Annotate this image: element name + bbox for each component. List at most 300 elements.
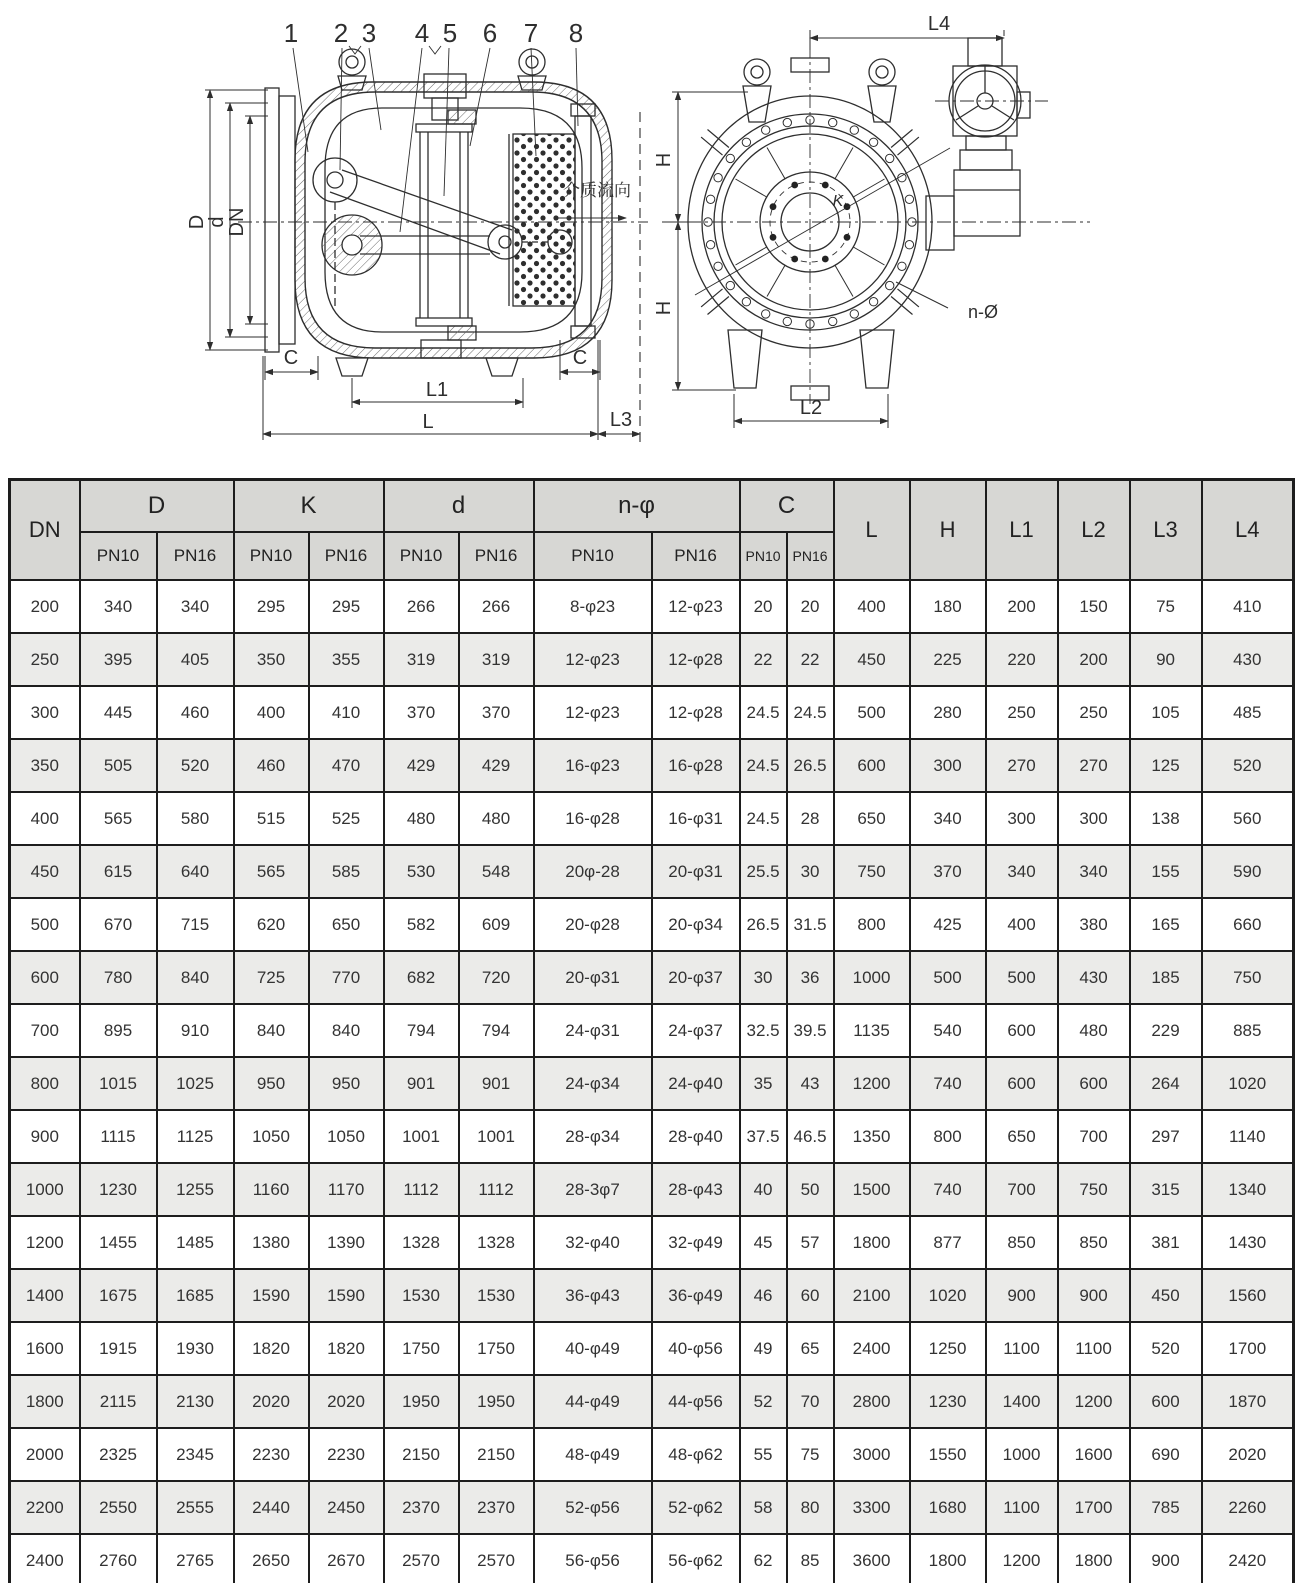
table-cell: 200 <box>986 580 1058 633</box>
table-cell: 405 <box>157 633 234 686</box>
table-cell: 3600 <box>834 1534 910 1583</box>
table-cell: 1400 <box>10 1269 80 1322</box>
table-cell: 200 <box>10 580 80 633</box>
dim-label-n-holes: n-Ø <box>968 302 999 322</box>
table-cell: 1700 <box>1058 1481 1130 1534</box>
table-cell: 950 <box>234 1057 309 1110</box>
table-cell: 395 <box>80 633 157 686</box>
table-cell: 1820 <box>234 1322 309 1375</box>
subheader-d-pn10: PN10 <box>384 532 459 580</box>
table-cell: 877 <box>910 1216 986 1269</box>
table-cell: 1915 <box>80 1322 157 1375</box>
table-cell: 24-φ40 <box>652 1057 740 1110</box>
table-cell: 1430 <box>1202 1216 1294 1269</box>
table-cell: 30 <box>787 845 834 898</box>
table-row <box>10 1428 1294 1481</box>
table-cell: 43 <box>787 1057 834 1110</box>
table-cell: 900 <box>10 1110 80 1163</box>
table-cell: 12-φ23 <box>534 633 652 686</box>
table-cell: 16-φ28 <box>652 739 740 792</box>
table-cell: 600 <box>10 951 80 1004</box>
table-cell: 2370 <box>459 1481 534 1534</box>
table-cell: 1800 <box>834 1216 910 1269</box>
table-cell: 270 <box>986 739 1058 792</box>
table-cell: 1112 <box>459 1163 534 1216</box>
table-cell: 24-φ37 <box>652 1004 740 1057</box>
table-cell: 525 <box>309 792 384 845</box>
table-cell: 300 <box>1058 792 1130 845</box>
dim-label-C-right: C <box>572 347 588 369</box>
table-cell: 1950 <box>384 1375 459 1428</box>
col-header-L: L <box>834 480 910 581</box>
table-cell: 1025 <box>157 1057 234 1110</box>
col-group-n-phi: n-φ <box>534 480 740 533</box>
dim-label-d: d <box>206 216 228 228</box>
table-row <box>10 1322 1294 1375</box>
table-cell: 700 <box>986 1163 1058 1216</box>
subheader-n-phi-pn16: PN16 <box>652 532 740 580</box>
table-cell: 60 <box>787 1269 834 1322</box>
table-cell: 2555 <box>157 1481 234 1534</box>
table-cell: 2200 <box>10 1481 80 1534</box>
table-cell: 480 <box>459 792 534 845</box>
dim-label-C-left: C <box>283 347 299 369</box>
table-cell: 16-φ28 <box>534 792 652 845</box>
table-cell: 26.5 <box>740 898 787 951</box>
col-header-dn: DN <box>10 480 80 581</box>
table-cell: 36-φ43 <box>534 1269 652 1322</box>
col-header-L1: L1 <box>986 480 1058 581</box>
table-cell: 520 <box>1130 1322 1202 1375</box>
table-cell: 615 <box>80 845 157 898</box>
table-cell: 2550 <box>80 1481 157 1534</box>
table-cell: 725 <box>234 951 309 1004</box>
table-cell: 300 <box>986 792 1058 845</box>
table-cell: 46.5 <box>787 1110 834 1163</box>
table-cell: 266 <box>384 580 459 633</box>
table-cell: 1112 <box>384 1163 459 1216</box>
front-view-dim-labels <box>653 13 998 419</box>
table-row <box>10 792 1294 845</box>
table-cell: 70 <box>787 1375 834 1428</box>
table-cell: 400 <box>234 686 309 739</box>
table-cell: 16-φ31 <box>652 792 740 845</box>
table-cell: 425 <box>910 898 986 951</box>
table-cell: 650 <box>834 792 910 845</box>
table-cell: 2650 <box>234 1534 309 1583</box>
table-cell: 50 <box>787 1163 834 1216</box>
table-cell: 2450 <box>309 1481 384 1534</box>
table-cell: 37.5 <box>740 1110 787 1163</box>
table-cell: 270 <box>1058 739 1130 792</box>
table-cell: 2260 <box>1202 1481 1294 1534</box>
table-cell: 32-φ49 <box>652 1216 740 1269</box>
table-cell: 2420 <box>1202 1534 1294 1583</box>
table-cell: 105 <box>1130 686 1202 739</box>
table-cell: 1160 <box>234 1163 309 1216</box>
table-cell: 340 <box>1058 845 1130 898</box>
table-cell: 2570 <box>384 1534 459 1583</box>
table-cell: 340 <box>986 845 1058 898</box>
table-cell: 32-φ40 <box>534 1216 652 1269</box>
table-cell: 740 <box>910 1057 986 1110</box>
table-cell: 785 <box>1130 1481 1202 1534</box>
table-cell: 1200 <box>10 1216 80 1269</box>
table-cell: 1930 <box>157 1322 234 1375</box>
table-cell: 45 <box>740 1216 787 1269</box>
table-cell: 355 <box>309 633 384 686</box>
table-cell: 2400 <box>10 1534 80 1583</box>
table-cell: 1050 <box>309 1110 384 1163</box>
table-cell: 1100 <box>986 1322 1058 1375</box>
table-cell: 319 <box>384 633 459 686</box>
table-row <box>10 1534 1294 1583</box>
subheader-K-pn16: PN16 <box>309 532 384 580</box>
table-cell: 400 <box>986 898 1058 951</box>
table-cell: 350 <box>234 633 309 686</box>
table-cell: 24.5 <box>740 739 787 792</box>
table-cell: 1600 <box>10 1322 80 1375</box>
table-cell: 430 <box>1202 633 1294 686</box>
table-cell: 24.5 <box>787 686 834 739</box>
table-cell: 264 <box>1130 1057 1202 1110</box>
callout-4: 4 <box>414 18 430 48</box>
table-cell: 1800 <box>10 1375 80 1428</box>
table-cell: 1000 <box>986 1428 1058 1481</box>
table-cell: 750 <box>1058 1163 1130 1216</box>
table-cell: 585 <box>309 845 384 898</box>
table-cell: 885 <box>1202 1004 1294 1057</box>
table-cell: 22 <box>787 633 834 686</box>
table-cell: 22 <box>740 633 787 686</box>
table-cell: 900 <box>986 1269 1058 1322</box>
table-cell: 480 <box>384 792 459 845</box>
dimension-table-wrap <box>8 478 1295 1583</box>
table-header <box>10 480 1294 581</box>
table-cell: 430 <box>1058 951 1130 1004</box>
table-cell: 300 <box>10 686 80 739</box>
table-cell: 2115 <box>80 1375 157 1428</box>
table-cell: 12-φ28 <box>652 686 740 739</box>
callout-2: 2 <box>333 18 349 48</box>
table-cell: 460 <box>157 686 234 739</box>
table-cell: 1340 <box>1202 1163 1294 1216</box>
table-cell: 24-φ31 <box>534 1004 652 1057</box>
table-cell: 750 <box>1202 951 1294 1004</box>
table-cell: 75 <box>787 1428 834 1481</box>
col-group-D: D <box>80 480 234 533</box>
table-cell: 910 <box>157 1004 234 1057</box>
callout-5: 5 <box>442 18 458 48</box>
table-cell: 52 <box>740 1375 787 1428</box>
flow-direction-label: 介质流向 <box>563 181 631 200</box>
table-row <box>10 1057 1294 1110</box>
foot-left <box>336 358 368 376</box>
table-cell: 297 <box>1130 1110 1202 1163</box>
foot-right <box>486 358 518 376</box>
table-row <box>10 951 1294 1004</box>
table-cell: 690 <box>1130 1428 1202 1481</box>
table-cell: 2570 <box>459 1534 534 1583</box>
table-cell: 780 <box>80 951 157 1004</box>
table-cell: 1050 <box>234 1110 309 1163</box>
table-cell: 450 <box>834 633 910 686</box>
table-cell: 1100 <box>986 1481 1058 1534</box>
dim-label-H-lower: H <box>653 300 675 316</box>
table-cell: 350 <box>10 739 80 792</box>
table-cell: 220 <box>986 633 1058 686</box>
table-cell: 720 <box>459 951 534 1004</box>
table-cell: 1250 <box>910 1322 986 1375</box>
table-cell: 500 <box>910 951 986 1004</box>
callout-8: 8 <box>568 18 584 48</box>
table-cell: 429 <box>459 739 534 792</box>
table-cell: 515 <box>234 792 309 845</box>
table-cell: 715 <box>157 898 234 951</box>
dim-label-D: D <box>186 214 208 230</box>
inlet-flange <box>265 88 279 352</box>
table-cell: 46 <box>740 1269 787 1322</box>
dim-label-L: L <box>422 411 434 433</box>
table-cell: 1485 <box>157 1216 234 1269</box>
table-cell: 20-φ34 <box>652 898 740 951</box>
table-cell: 2440 <box>234 1481 309 1534</box>
dim-label-L2: L2 <box>799 397 823 419</box>
table-cell: 1750 <box>459 1322 534 1375</box>
table-cell: 1870 <box>1202 1375 1294 1428</box>
front-eyebolt-right <box>868 59 896 122</box>
table-cell: 505 <box>80 739 157 792</box>
table-cell: 590 <box>1202 845 1294 898</box>
table-cell: 52-φ56 <box>534 1481 652 1534</box>
table-cell: 500 <box>986 951 1058 1004</box>
table-row <box>10 898 1294 951</box>
subheader-D-pn10: PN10 <box>80 532 157 580</box>
table-cell: 26.5 <box>787 739 834 792</box>
col-header-L3: L3 <box>1130 480 1202 581</box>
table-cell: 1685 <box>157 1269 234 1322</box>
table-cell: 295 <box>234 580 309 633</box>
table-cell: 80 <box>787 1481 834 1534</box>
table-cell: 1135 <box>834 1004 910 1057</box>
table-cell: 1590 <box>309 1269 384 1322</box>
table-row <box>10 633 1294 686</box>
table-cell: 1200 <box>834 1057 910 1110</box>
table-cell: 16-φ23 <box>534 739 652 792</box>
table-cell: 49 <box>740 1322 787 1375</box>
table-cell: 895 <box>80 1004 157 1057</box>
table-cell: 2130 <box>157 1375 234 1428</box>
table-cell: 640 <box>157 845 234 898</box>
table-cell: 2230 <box>309 1428 384 1481</box>
table-cell: 1400 <box>986 1375 1058 1428</box>
table-cell: 3000 <box>834 1428 910 1481</box>
subheader-C-pn10: PN10 <box>740 532 787 580</box>
table-cell: 44-φ56 <box>652 1375 740 1428</box>
table-cell: 30 <box>740 951 787 1004</box>
table-cell: 840 <box>309 1004 384 1057</box>
table-cell: 470 <box>309 739 384 792</box>
table-cell: 565 <box>234 845 309 898</box>
table-cell: 1001 <box>459 1110 534 1163</box>
table-cell: 200 <box>1058 633 1130 686</box>
table-cell: 2100 <box>834 1269 910 1322</box>
table-cell: 2800 <box>834 1375 910 1428</box>
table-cell: 600 <box>1130 1375 1202 1428</box>
table-cell: 225 <box>910 633 986 686</box>
table-cell: 560 <box>1202 792 1294 845</box>
subheader-n-phi-pn10: PN10 <box>534 532 652 580</box>
outlet-flange <box>575 116 591 326</box>
table-cell: 480 <box>1058 1004 1130 1057</box>
subheader-D-pn16: PN16 <box>157 532 234 580</box>
col-header-L4: L4 <box>1202 480 1294 581</box>
table-cell: 28 <box>787 792 834 845</box>
table-row <box>10 1163 1294 1216</box>
gear-actuator <box>926 38 1048 250</box>
front-eyebolt-left <box>743 59 771 122</box>
table-cell: 380 <box>1058 898 1130 951</box>
table-cell: 62 <box>740 1534 787 1583</box>
table-cell: 20 <box>740 580 787 633</box>
table-cell: 31.5 <box>787 898 834 951</box>
table-row <box>10 686 1294 739</box>
table-cell: 520 <box>1202 739 1294 792</box>
front-view <box>662 38 1090 404</box>
table-row <box>10 580 1294 633</box>
table-cell: 340 <box>910 792 986 845</box>
table-cell: 1750 <box>384 1322 459 1375</box>
table-cell: 150 <box>1058 580 1130 633</box>
table-cell: 450 <box>10 845 80 898</box>
table-cell: 125 <box>1130 739 1202 792</box>
table-row <box>10 1004 1294 1057</box>
table-cell: 40-φ56 <box>652 1322 740 1375</box>
table-cell: 500 <box>834 686 910 739</box>
table-cell: 1328 <box>459 1216 534 1269</box>
table-cell: 28-φ43 <box>652 1163 740 1216</box>
subheader-C-pn16: PN16 <box>787 532 834 580</box>
table-cell: 28-φ40 <box>652 1110 740 1163</box>
table-cell: 650 <box>309 898 384 951</box>
table-cell: 2230 <box>234 1428 309 1481</box>
table-cell: 2020 <box>309 1375 384 1428</box>
table-cell: 1100 <box>1058 1322 1130 1375</box>
table-row <box>10 1481 1294 1534</box>
table-cell: 1550 <box>910 1428 986 1481</box>
table-cell: 1230 <box>80 1163 157 1216</box>
table-cell: 565 <box>80 792 157 845</box>
table-cell: 548 <box>459 845 534 898</box>
table-cell: 36-φ49 <box>652 1269 740 1322</box>
table-row <box>10 1375 1294 1428</box>
table-row <box>10 845 1294 898</box>
table-cell: 900 <box>1130 1534 1202 1583</box>
table-cell: 28-3φ7 <box>534 1163 652 1216</box>
table-cell: 155 <box>1130 845 1202 898</box>
table-cell: 400 <box>10 792 80 845</box>
table-cell: 24.5 <box>740 792 787 845</box>
table-cell: 794 <box>384 1004 459 1057</box>
table-cell: 460 <box>234 739 309 792</box>
table-cell: 1000 <box>834 951 910 1004</box>
table-cell: 1950 <box>459 1375 534 1428</box>
table-cell: 700 <box>10 1004 80 1057</box>
table-cell: 180 <box>910 580 986 633</box>
inlet-flange-hub <box>279 96 295 344</box>
table-cell: 1200 <box>1058 1375 1130 1428</box>
table-cell: 20-φ37 <box>652 951 740 1004</box>
perforated-plate <box>513 134 575 306</box>
table-cell: 250 <box>10 633 80 686</box>
table-cell: 2150 <box>459 1428 534 1481</box>
table-cell: 1820 <box>309 1322 384 1375</box>
table-cell: 55 <box>740 1428 787 1481</box>
table-cell: 319 <box>459 633 534 686</box>
table-cell: 2765 <box>157 1534 234 1583</box>
table-cell: 670 <box>80 898 157 951</box>
callout-7: 7 <box>523 18 539 48</box>
table-cell: 410 <box>1202 580 1294 633</box>
table-cell: 620 <box>234 898 309 951</box>
table-cell: 1600 <box>1058 1428 1130 1481</box>
table-cell: 600 <box>834 739 910 792</box>
dim-label-L1: L1 <box>425 379 449 401</box>
table-cell: 24-φ34 <box>534 1057 652 1110</box>
table-cell: 520 <box>157 739 234 792</box>
table-cell: 1800 <box>1058 1534 1130 1583</box>
table-cell: 2325 <box>80 1428 157 1481</box>
table-cell: 1590 <box>234 1269 309 1322</box>
table-cell: 2000 <box>10 1428 80 1481</box>
table-cell: 800 <box>834 898 910 951</box>
dimension-table <box>8 478 1295 1583</box>
table-cell: 840 <box>157 951 234 1004</box>
table-cell: 2370 <box>384 1481 459 1534</box>
table-row <box>10 739 1294 792</box>
table-cell: 400 <box>834 580 910 633</box>
table-cell: 1020 <box>910 1269 986 1322</box>
table-cell: 650 <box>986 1110 1058 1163</box>
table-cell: 530 <box>384 845 459 898</box>
table-cell: 770 <box>309 951 384 1004</box>
k-radius-line <box>695 148 950 295</box>
table-cell: 165 <box>1130 898 1202 951</box>
table-cell: 1000 <box>10 1163 80 1216</box>
table-cell: 315 <box>1130 1163 1202 1216</box>
table-cell: 2020 <box>1202 1428 1294 1481</box>
table-cell: 901 <box>459 1057 534 1110</box>
callout-numbers <box>284 18 583 48</box>
table-cell: 750 <box>834 845 910 898</box>
table-cell: 90 <box>1130 633 1202 686</box>
table-cell: 1170 <box>309 1163 384 1216</box>
table-cell: 1700 <box>1202 1322 1294 1375</box>
table-cell: 39.5 <box>787 1004 834 1057</box>
table-cell: 540 <box>910 1004 986 1057</box>
table-cell: 600 <box>986 1004 1058 1057</box>
callout-6: 6 <box>482 18 498 48</box>
table-cell: 24.5 <box>740 686 787 739</box>
table-cell: 381 <box>1130 1216 1202 1269</box>
table-cell: 800 <box>10 1057 80 1110</box>
table-cell: 340 <box>157 580 234 633</box>
table-cell: 56-φ62 <box>652 1534 740 1583</box>
table-cell: 1328 <box>384 1216 459 1269</box>
table-cell: 794 <box>459 1004 534 1057</box>
table-cell: 58 <box>740 1481 787 1534</box>
table-cell: 1390 <box>309 1216 384 1269</box>
